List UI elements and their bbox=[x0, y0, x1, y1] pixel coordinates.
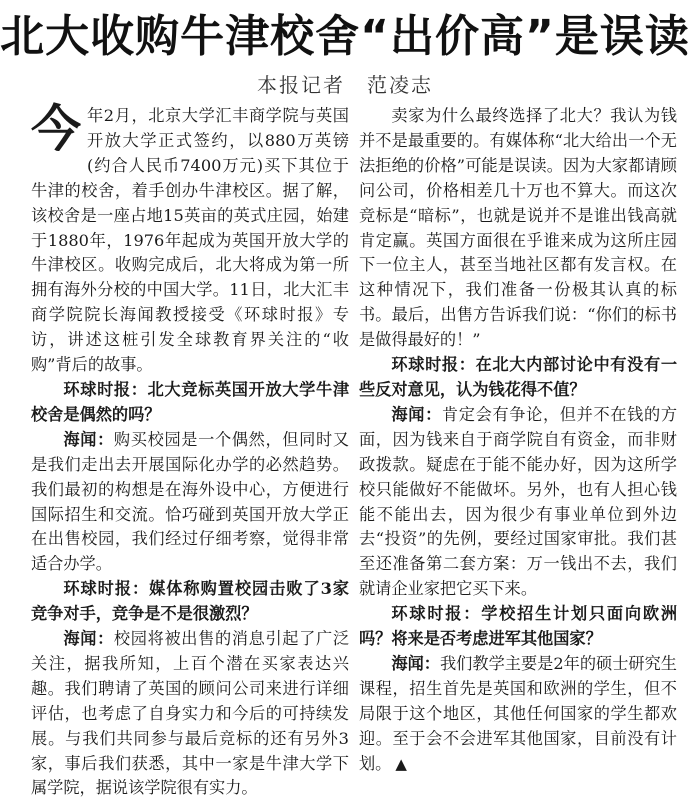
byline: 本报记者 范凌志 bbox=[257, 73, 433, 97]
question-1 bbox=[31, 378, 349, 428]
end-mark-icon: ▲ bbox=[395, 754, 407, 773]
a1-text: 购买校园是一个偶然，但同时又是我们走出去开展国际化办学的必然趋势。我们最初的构想是在海外设中心，方便进行国际招生和交流。恰巧碰到英国开放大学正在出售校园，我们经过仔细考察，觉得非常适合办学。 bbox=[31, 429, 350, 574]
q1-speaker: 环球时报： bbox=[63, 379, 148, 399]
right-paragraph-1: 卖家为什么最终选择了北大？我认为钱并不是最重要的。有媒体称“北大给出一个无法拒绝的价格”可能是误读。因为大家都请顾问公司，价格相差几十万也不算大。而这次竞标是“暗标”，也就是说并不是谁出钱高就肯定赢。英国方面很在乎谁来成为这所庄园下一位主人，甚至当地社区都有发言权。在这种情况下，我们准备一份极其认真的标书。最后，出售方告诉我们说：“你们的标书是做得最好的！” bbox=[359, 106, 677, 350]
dropcap: 今 bbox=[31, 100, 81, 158]
headline: 北大收购牛津校舍“出价高”是误读 bbox=[0, 11, 690, 62]
question-2 bbox=[31, 577, 349, 627]
a3-text: 肯定会有争论，但并不在钱的方面，因为钱来自于商学院自有资金，而非财政拨款。疑虑在于能不能办好，因为这所学校只能做好不能做坏。另外，也有人担心钱能不能出去，因为很少有事业单位到外边去“投资”的先例，要经过国家审批。我们甚至还准备第二套方案：万一钱出不去，我们就请企业家把它买下来。 bbox=[359, 404, 678, 599]
left-column bbox=[31, 100, 350, 801]
right-column bbox=[359, 104, 677, 776]
answer-4 bbox=[359, 652, 677, 777]
q3-text: 在北大内部讨论中有没有一些反对意见，认为钱花得不值？ bbox=[359, 355, 678, 399]
question-4 bbox=[359, 602, 677, 652]
q4-speaker: 环球时报： bbox=[391, 604, 482, 624]
intro-text: 年2月，北京大学汇丰商学院与英国开放大学正式签约，以880万英镑(约合人民币7400万元)买下其位于牛津的校舍，着手创办牛津校区。据了解，该校舍是一座占地15英亩的英式庄园，始建于1880年，1976年起成为英国开放大学的牛津校区。收购完成后，北大将成为第一所拥有海外分校的中国大学。11日，北大汇丰商学院院长海闻教授接受《环球时报》专访，讲述这桩引发全球教育界关注的“收购”背后的故事。 bbox=[31, 106, 349, 375]
a2-text: 校园将被出售的消息引起了广泛关注，据我所知，上百个潜在买家表达兴趣。我们聘请了英国的顾问公司来进行详细评估，也考虑了自身实力和今后的可持续发展。与我们共同参与最后竞标的还有另外3家，事后我们获悉，其中一家是牛津大学下属学院，据说该学院很有实力。 bbox=[31, 629, 350, 798]
answer-3 bbox=[359, 403, 677, 602]
a4-speaker: 海闻： bbox=[391, 653, 440, 673]
answer-1 bbox=[31, 428, 349, 577]
answer-2 bbox=[31, 627, 349, 801]
a1-speaker: 海闻： bbox=[63, 429, 114, 449]
q1-text: 北大竞标英国开放大学牛津校舍是偶然的吗？ bbox=[31, 379, 350, 424]
q3-speaker: 环球时报： bbox=[391, 355, 476, 375]
question-3 bbox=[359, 353, 677, 403]
q2-speaker: 环球时报： bbox=[63, 579, 150, 599]
intro-paragraph bbox=[31, 100, 349, 378]
q4-text: 学校招生计划只面向欧洲吗？将来是否考虑进军其他国家？ bbox=[359, 604, 678, 649]
a4-text: 我们教学主要是2年的硕士研究生课程，招生首先是英国和欧洲的学生，但不局限于这个地区，其他任何国家的学生都欢迎。至于会不会进军其他国家，目前没有计划。 bbox=[359, 653, 677, 773]
q2-text: 媒体称购置校园击败了3家竞争对手，竞争是不是很激烈？ bbox=[31, 579, 349, 624]
a3-speaker: 海闻： bbox=[391, 404, 442, 424]
a2-speaker: 海闻： bbox=[63, 629, 114, 649]
